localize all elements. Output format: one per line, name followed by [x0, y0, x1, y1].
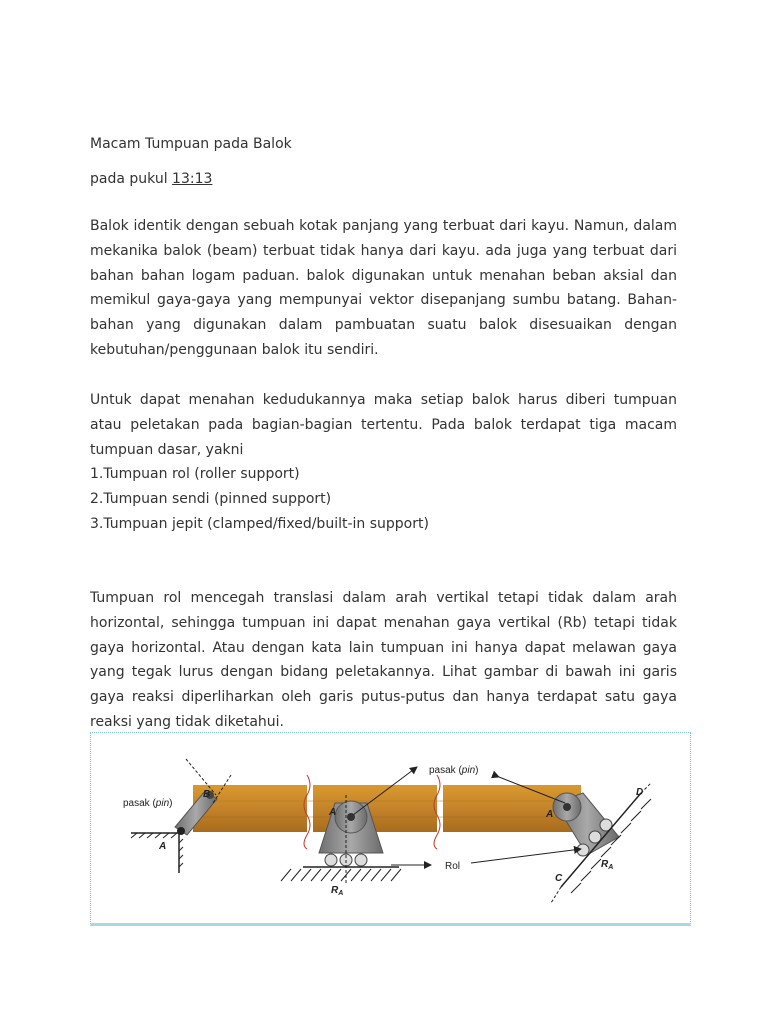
label-A-mid: A [329, 807, 337, 818]
label-rol: Rol [445, 861, 461, 872]
label-C: C [555, 873, 563, 884]
posted-time-link[interactable]: 13:13 [172, 171, 213, 187]
paragraph-intro: Balok identik dengan sebuah kotak panjang yang terbuat dari kayu. Namun, dalam mekanika balok (beam) terbuat tidak hanya dari kayu. ada juga yang terbuat dari bahan bahan logam paduan. balok digunakan untuk menahan beban aksial dan memikul gaya-gaya yang mempunyai vektor disepanjang sumbu batang. Bahan-bahan yang digunakan dalam pambuatan suatu balok disesuaikan dengan kebutuhan/penggunaan balok itu sendiri. [90, 218, 677, 358]
list-item-roller: 1.Tumpuan rol (roller support) [90, 466, 300, 483]
label-B: B [203, 789, 211, 800]
label-A-left: A [159, 841, 167, 852]
support-diagram [91, 733, 692, 927]
list-item-pinned: 2.Tumpuan sendi (pinned support) [90, 491, 332, 508]
post-title: Macam Tumpuan pada Balok [90, 136, 292, 152]
posted-prefix: pada pukul [90, 171, 173, 187]
label-pasak-left: pasak (pin) [123, 798, 173, 809]
list-item-fixed: 3.Tumpuan jepit (clamped/fixed/built-in support) [90, 515, 429, 532]
support-diagram-figure [90, 732, 691, 926]
label-pasak-top: pasak (pin) [429, 765, 479, 776]
paragraph-supports [90, 388, 677, 537]
label-A-right: A [546, 809, 554, 820]
label-D: D [636, 787, 644, 798]
label-RA-mid: $R_A$ [331, 885, 344, 897]
post-timestamp [90, 169, 212, 189]
paragraph-supports-text: Untuk dapat menahan kedudukannya maka setiap balok harus diberi tumpuan atau peletakan pada bagian-bagian tertentu. Pada balok terdapat tiga macam tumpuan dasar, yakni [90, 392, 677, 458]
paragraph-roller: Tumpuan rol mencegah translasi dalam arah vertikal tetapi tidak dalam arah horizontal, sehingga tumpuan ini dapat menahan gaya vertikal (Rb) tetapi tidak gaya horizontal. Atau dengan kata lain tumpuan ini hanya dapat melawan gaya yang tegak lurus dengan bidang peletakannya. Lihat gambar di bawah ini garis gaya reaksi diperliharkan oleh garis putus-putus dan hanya terdapat satu gaya reaksi yang tidak diketahui. [90, 590, 677, 730]
inclined-roller-support [551, 783, 651, 903]
label-RA-right: $R_A$ [601, 859, 614, 871]
